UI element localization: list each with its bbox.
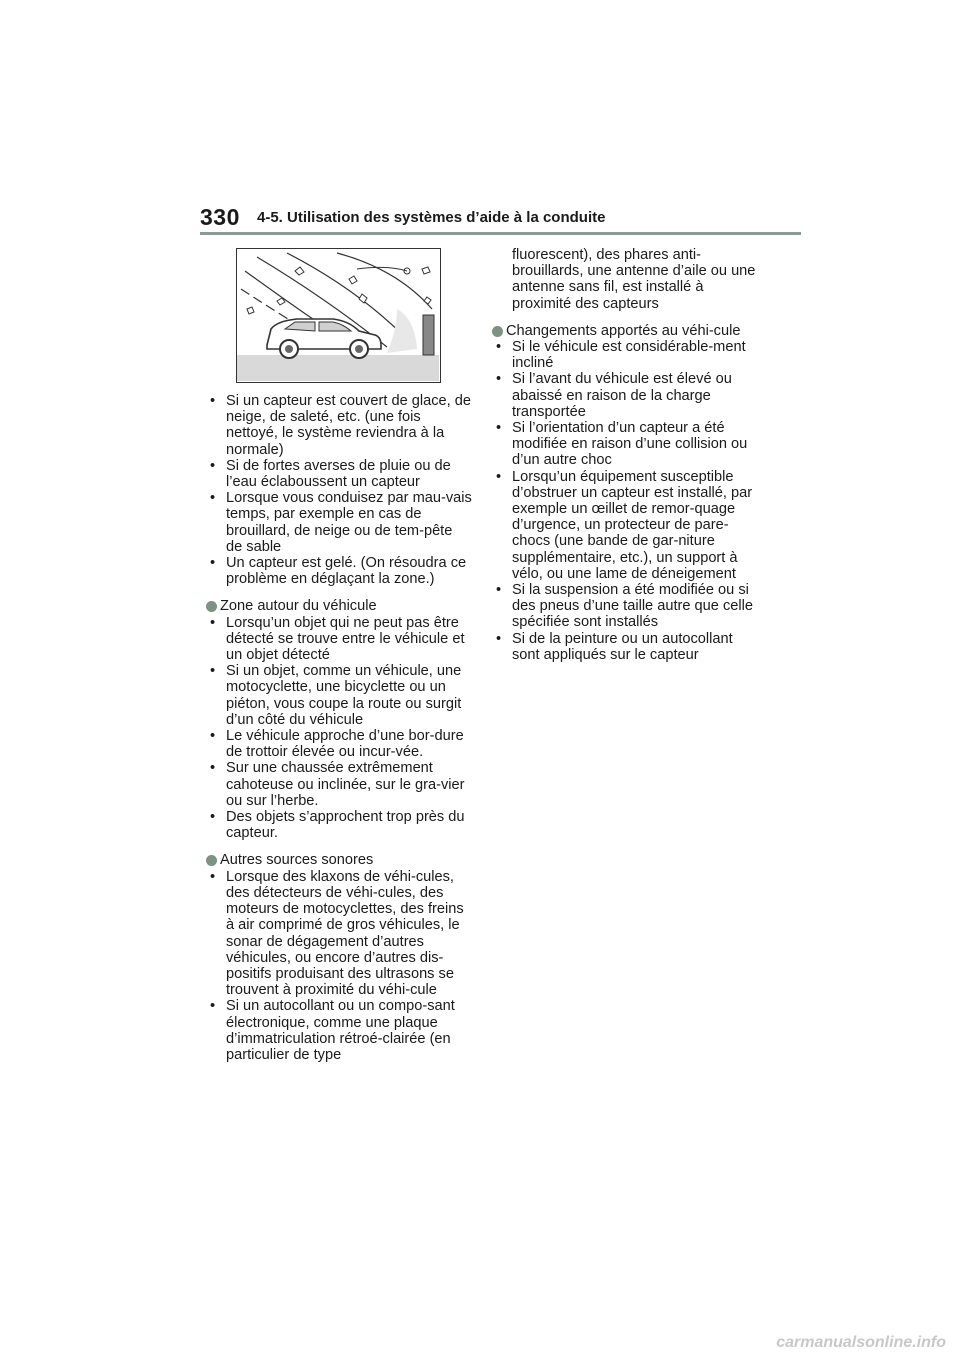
circle-bullet-icon — [206, 855, 217, 866]
list-item: • Si un objet, comme un véhicule, une motocyclette, une bicyclette ou un piéton, vous coupe la route ou surgit d’un côté du véhicule — [206, 663, 472, 728]
other-sounds-bullet-list — [206, 869, 472, 1063]
list-item: • Lorsqu’un équipement susceptible d’obstruer un capteur est installé, par exemple un œillet de remor-quage d’urgence, un protecteur de pare-chocs (une bande de gar-niture supplémentaire, etc.), un support à vélo, ou une lame de déneigement — [492, 469, 762, 582]
section-heading-other-sounds — [206, 852, 472, 868]
circle-bullet-icon — [206, 601, 217, 612]
section-title: 4-5. Utilisation des systèmes d’aide à la conduite — [257, 209, 606, 226]
list-item: • Un capteur est gelé. (On résoudra ce problème en déglaçant la zone.) — [206, 555, 472, 587]
list-item: • Si l’avant du véhicule est élevé ou abaissé en raison de la charge transportée — [492, 371, 762, 420]
section-heading: Zone autour du véhicule — [220, 598, 377, 615]
list-item: • Si un capteur est couvert de glace, de neige, de saleté, etc. (une fois nettoyé, le système reviendra à la normale) — [206, 393, 472, 458]
header-rule — [200, 232, 801, 235]
vehicle-weather-illustration — [236, 248, 441, 383]
section-heading: Autres sources sonores — [220, 852, 374, 869]
list-item: • Si un autocollant ou un compo-sant électronique, comme une plaque d’immatriculation rétroé-clairée (en particulier de type — [206, 998, 472, 1063]
right-column — [492, 247, 762, 663]
list-item: • Le véhicule approche d’une bor-dure de trottoir élevée ou incur-vée. — [206, 728, 472, 760]
continuation-text — [492, 247, 762, 312]
watermark: carmanualsonline.info — [776, 1334, 946, 1351]
section-heading-vehicle-area — [206, 598, 472, 614]
list-item: • Si la suspension a été modifiée ou si des pneus d’une taille autre que celle spécifiée sont installés — [492, 582, 762, 631]
list-item: • Lorsque vous conduisez par mau-vais temps, par exemple en cas de brouillard, de neige ou de tem-pête de sable — [206, 490, 472, 555]
list-item-continuation: fluorescent), des phares anti-brouillards, une antenne d’aile ou une antenne sans fil, est installé à proximité des capteurs — [512, 247, 756, 312]
vehicle-changes-bullet-list — [492, 339, 762, 663]
car-in-rain-illustration — [237, 249, 439, 381]
intro-bullet-list — [206, 393, 472, 587]
list-item: • Si de la peinture ou un autocollant sont appliqués sur le capteur — [492, 631, 762, 663]
vehicle-area-bullet-list — [206, 615, 472, 842]
list-item: • Sur une chaussée extrêmement cahoteuse ou inclinée, sur le gra-vier ou sur l’herbe. — [206, 760, 472, 809]
section-heading-vehicle-changes — [492, 323, 762, 339]
list-item: • Si de fortes averses de pluie ou de l’eau éclaboussent un capteur — [206, 458, 472, 490]
page-number: 330 — [200, 204, 240, 230]
list-item: • Si le véhicule est considérable-ment incliné — [492, 339, 762, 371]
page-header — [200, 200, 800, 236]
left-column — [206, 248, 472, 1063]
circle-bullet-icon — [492, 326, 503, 337]
list-item: • Lorsque des klaxons de véhi-cules, des détecteurs de véhi-cules, des moteurs de motocyclettes, des freins à air comprimé de gros véhicules, le sonar de dégagement d’autres véhicules, ou encore d’autres dis-positifs produisant des ultrasons se trouvent à proximité du véhi-cule — [206, 869, 472, 999]
section-heading: Changements apportés au véhi-cule — [506, 322, 741, 339]
list-item: • Si l’orientation d’un capteur a été modifiée en raison d’une collision ou d’un autre choc — [492, 420, 762, 469]
list-item: • Des objets s’approchent trop près du capteur. — [206, 809, 472, 841]
list-item: • Lorsqu’un objet qui ne peut pas être détecté se trouve entre le véhicule et un objet détecté — [206, 615, 472, 664]
